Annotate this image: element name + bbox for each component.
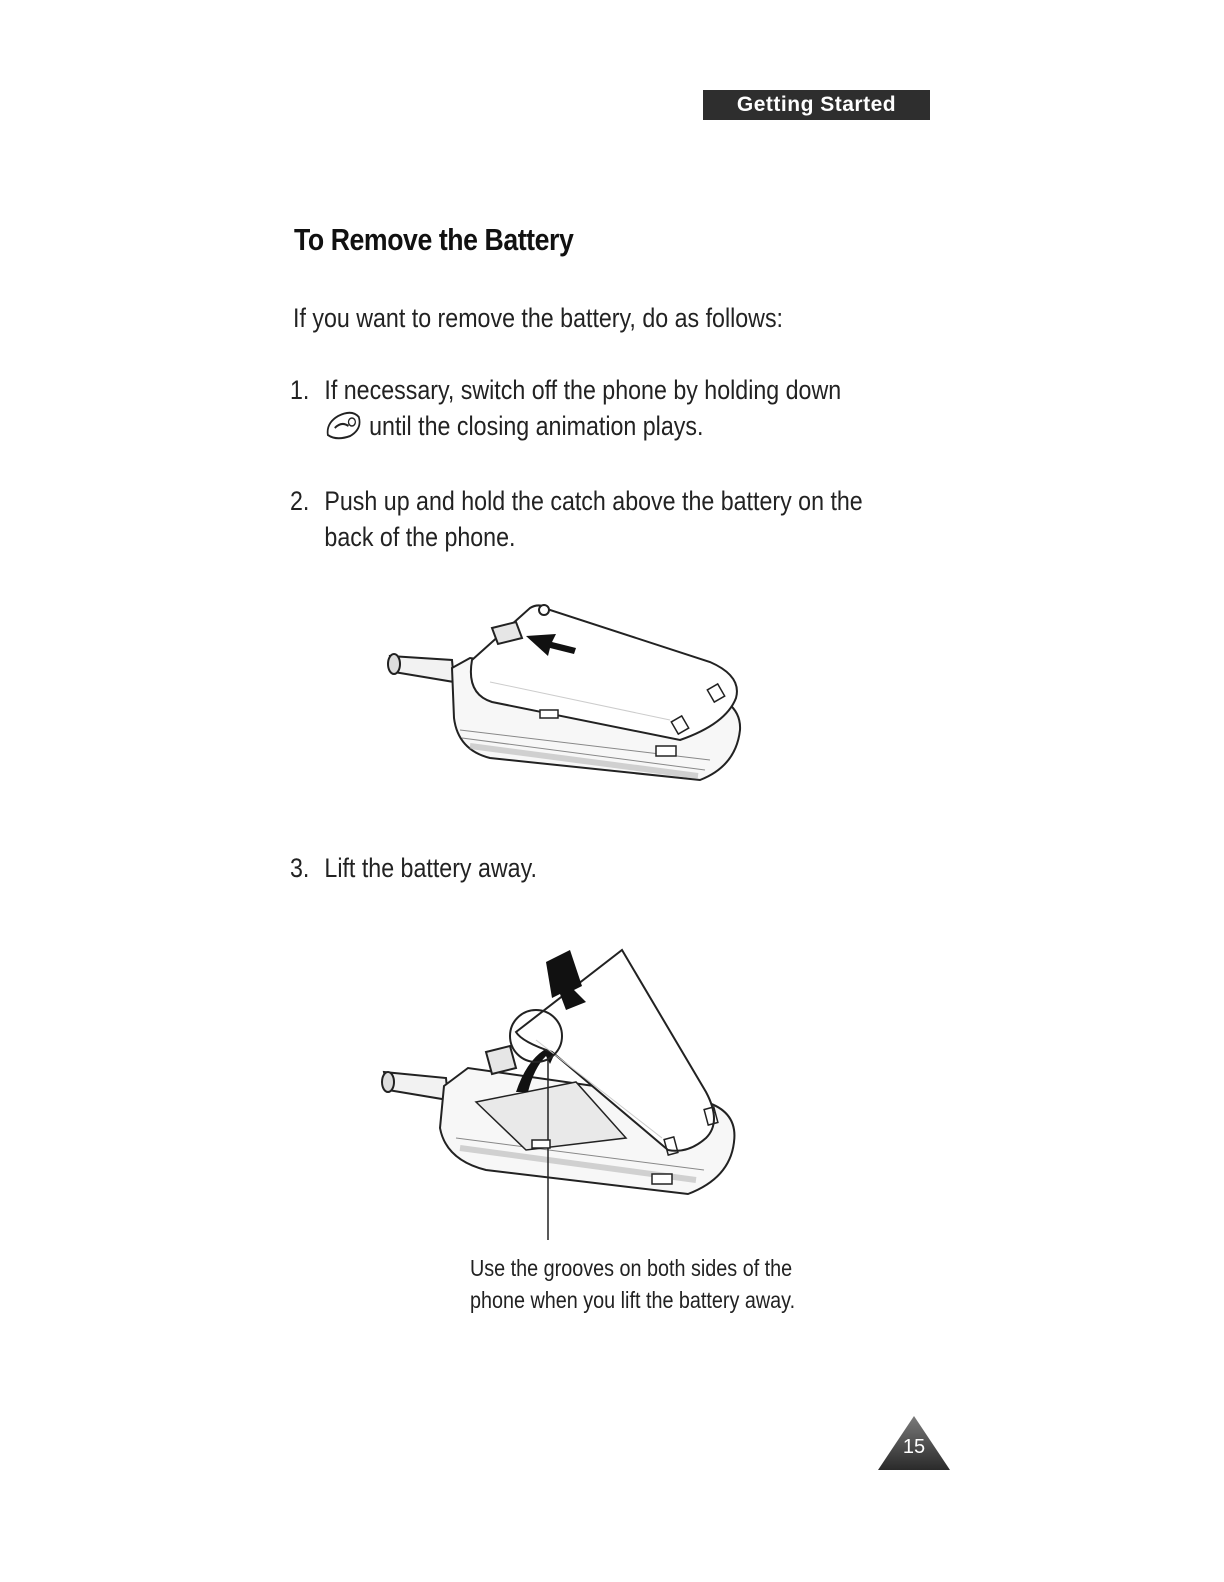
intro-text: If you want to remove the battery, do as follows:: [293, 303, 784, 333]
step-1: [290, 372, 841, 450]
section-tab: Getting Started: [703, 90, 930, 120]
illustration-caption: [470, 1252, 795, 1316]
caption-line1: Use the grooves on both sides of the: [470, 1255, 793, 1281]
step-3-number: 3.: [290, 853, 310, 883]
step-2: [290, 483, 863, 555]
battery-lift-illustration: [376, 942, 756, 1242]
end-call-key-icon: [324, 411, 362, 450]
step-2-line2: back of the phone.: [324, 522, 516, 552]
step-2-line1: Push up and hold the catch above the battery on the: [324, 486, 863, 516]
step-3-line1: Lift the battery away.: [324, 853, 537, 883]
step-3: [290, 850, 537, 886]
page-number: 15: [902, 1436, 926, 1458]
step-1-number: 1.: [290, 375, 310, 405]
phone-catch-illustration: [380, 598, 760, 798]
caption-line2: phone when you lift the battery away.: [470, 1287, 796, 1313]
page-title: To Remove the Battery: [294, 222, 574, 257]
step-1-line1: If necessary, switch off the phone by holding down: [324, 375, 842, 405]
step-2-number: 2.: [290, 486, 310, 516]
step-1-line2: until the closing animation plays.: [369, 411, 704, 441]
